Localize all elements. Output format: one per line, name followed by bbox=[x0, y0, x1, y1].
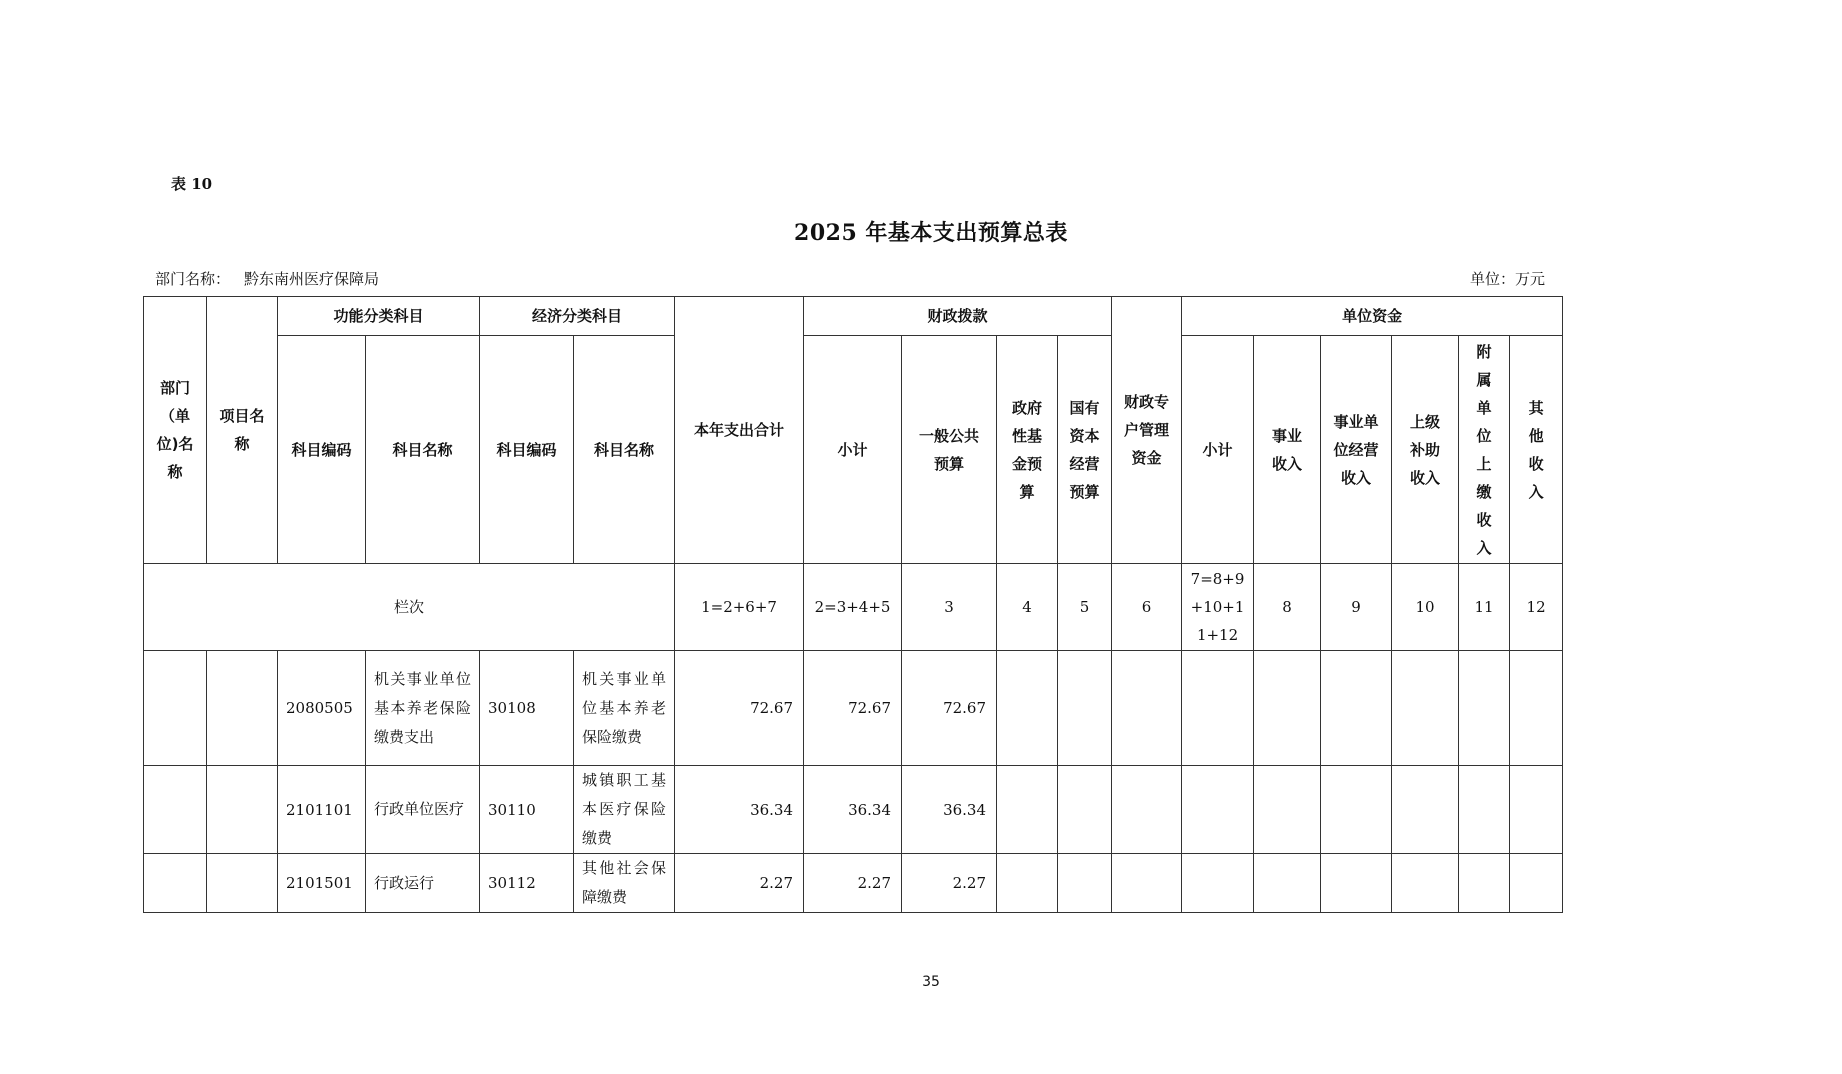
row-fiscal-subtotal: 2.27 bbox=[804, 854, 902, 913]
row-other-income bbox=[1510, 651, 1563, 766]
header-func-code: 科目编码 bbox=[278, 336, 366, 564]
header-gov-fund: 政府性基金预算 bbox=[997, 336, 1058, 564]
header-econ-class: 经济分类科目 bbox=[480, 297, 675, 336]
row-affiliate-income bbox=[1459, 854, 1510, 913]
budget-table bbox=[143, 296, 1563, 913]
row-func-name: 行政单位医疗 bbox=[366, 766, 480, 854]
row-project bbox=[207, 854, 278, 913]
column-index-9: 9 bbox=[1321, 564, 1392, 651]
column-index-10: 10 bbox=[1392, 564, 1459, 651]
header-func-class: 功能分类科目 bbox=[278, 297, 480, 336]
header-state-capital: 国有资本经营预算 bbox=[1058, 336, 1112, 564]
row-econ-name: 机关事业单位基本养老保险缴费 bbox=[574, 651, 675, 766]
column-index-7: 7=8+9+10+11+12 bbox=[1182, 564, 1254, 651]
column-index-4: 4 bbox=[997, 564, 1058, 651]
header-general-public: 一般公共预算 bbox=[902, 336, 997, 564]
unit-label: 单位：万元 bbox=[1470, 270, 1546, 288]
row-superior-subsidy bbox=[1392, 766, 1459, 854]
row-general-public: 36.34 bbox=[902, 766, 997, 854]
row-affiliate-income bbox=[1459, 651, 1510, 766]
column-index-label: 栏次 bbox=[144, 564, 675, 651]
row-project bbox=[207, 766, 278, 854]
header-total: 本年支出合计 bbox=[675, 297, 804, 564]
row-dept bbox=[144, 766, 207, 854]
row-func-name: 机关事业单位基本养老保险缴费支出 bbox=[366, 651, 480, 766]
header-fiscal: 财政拨款 bbox=[804, 297, 1112, 336]
row-project bbox=[207, 651, 278, 766]
header-dept-unit-name: 部门（单位)名称 bbox=[144, 297, 207, 564]
header-econ-code: 科目编码 bbox=[480, 336, 574, 564]
column-index-12: 12 bbox=[1510, 564, 1563, 651]
row-special-fund bbox=[1112, 854, 1182, 913]
header-econ-name: 科目名称 bbox=[574, 336, 675, 564]
row-general-public: 72.67 bbox=[902, 651, 997, 766]
row-general-public: 2.27 bbox=[902, 854, 997, 913]
department-name: 黔东南州医疗保障局 bbox=[244, 270, 380, 288]
column-index-1: 1=2+6+7 bbox=[675, 564, 804, 651]
row-career-business bbox=[1321, 854, 1392, 913]
column-index-2: 2=3+4+5 bbox=[804, 564, 902, 651]
row-econ-code: 30108 bbox=[480, 651, 574, 766]
row-state-capital bbox=[1058, 854, 1112, 913]
row-total: 72.67 bbox=[675, 651, 804, 766]
table-row bbox=[144, 651, 1563, 766]
row-gov-fund bbox=[997, 854, 1058, 913]
row-affiliate-income bbox=[1459, 766, 1510, 854]
row-econ-name: 城镇职工基本医疗保险缴费 bbox=[574, 766, 675, 854]
row-unit-subtotal bbox=[1182, 651, 1254, 766]
row-career-income bbox=[1254, 766, 1321, 854]
header-superior-subsidy: 上级补助收入 bbox=[1392, 336, 1459, 564]
header-unit-subtotal: 小计 bbox=[1182, 336, 1254, 564]
column-index-11: 11 bbox=[1459, 564, 1510, 651]
department-label: 部门名称： bbox=[155, 270, 231, 288]
row-gov-fund bbox=[997, 766, 1058, 854]
row-gov-fund bbox=[997, 651, 1058, 766]
row-special-fund bbox=[1112, 766, 1182, 854]
department-line bbox=[155, 268, 393, 289]
header-unit-fund: 单位资金 bbox=[1182, 297, 1563, 336]
row-dept bbox=[144, 651, 207, 766]
header-special-fund: 财政专户管理资金 bbox=[1112, 297, 1182, 564]
header-career-income: 事业收入 bbox=[1254, 336, 1321, 564]
row-econ-name: 其他社会保障缴费 bbox=[574, 854, 675, 913]
header-affiliate-income: 附属单位上缴收入 bbox=[1459, 336, 1510, 564]
header-fiscal-subtotal: 小计 bbox=[804, 336, 902, 564]
row-func-code: 2080505 bbox=[278, 651, 366, 766]
row-other-income bbox=[1510, 854, 1563, 913]
table-number: 表 10 bbox=[171, 175, 213, 193]
page-number: 35 bbox=[922, 974, 940, 990]
column-index-3: 3 bbox=[902, 564, 997, 651]
column-index-5: 5 bbox=[1058, 564, 1112, 651]
row-unit-subtotal bbox=[1182, 766, 1254, 854]
row-econ-code: 30110 bbox=[480, 766, 574, 854]
table-row bbox=[144, 766, 1563, 854]
row-func-code: 2101501 bbox=[278, 854, 366, 913]
row-fiscal-subtotal: 72.67 bbox=[804, 651, 902, 766]
row-special-fund bbox=[1112, 651, 1182, 766]
row-econ-code: 30112 bbox=[480, 854, 574, 913]
header-career-business: 事业单位经营收入 bbox=[1321, 336, 1392, 564]
row-superior-subsidy bbox=[1392, 854, 1459, 913]
page-title: 2025 年基本支出预算总表 bbox=[794, 220, 1068, 246]
row-career-business bbox=[1321, 651, 1392, 766]
row-superior-subsidy bbox=[1392, 651, 1459, 766]
row-other-income bbox=[1510, 766, 1563, 854]
row-func-name: 行政运行 bbox=[366, 854, 480, 913]
row-fiscal-subtotal: 36.34 bbox=[804, 766, 902, 854]
row-state-capital bbox=[1058, 651, 1112, 766]
row-career-income bbox=[1254, 854, 1321, 913]
header-project-name: 项目名称 bbox=[207, 297, 278, 564]
row-total: 2.27 bbox=[675, 854, 804, 913]
row-state-capital bbox=[1058, 766, 1112, 854]
row-career-business bbox=[1321, 766, 1392, 854]
table-row bbox=[144, 854, 1563, 913]
column-index-6: 6 bbox=[1112, 564, 1182, 651]
row-total: 36.34 bbox=[675, 766, 804, 854]
header-func-name: 科目名称 bbox=[366, 336, 480, 564]
row-dept bbox=[144, 854, 207, 913]
row-func-code: 2101101 bbox=[278, 766, 366, 854]
column-index-8: 8 bbox=[1254, 564, 1321, 651]
header-other-income: 其他收入 bbox=[1510, 336, 1563, 564]
row-unit-subtotal bbox=[1182, 854, 1254, 913]
row-career-income bbox=[1254, 651, 1321, 766]
